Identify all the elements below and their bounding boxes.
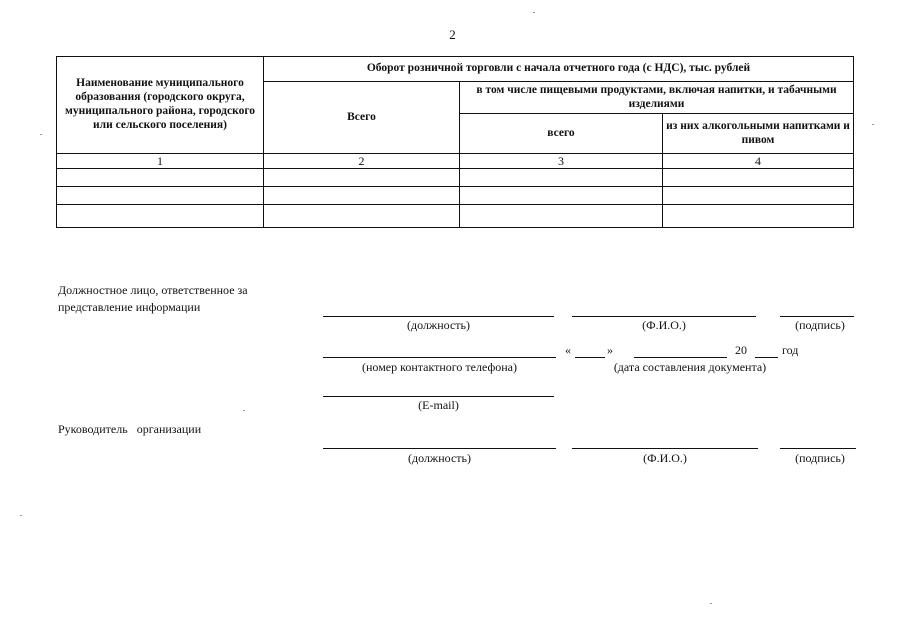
column-number: 2 <box>264 154 460 169</box>
header-food: в том числе пищевыми продуктами, включая напитки, и табачными изделиями <box>460 82 854 114</box>
head-signature-caption: (подпись) <box>795 451 845 465</box>
head-name-line[interactable] <box>572 448 758 449</box>
date-month-line[interactable] <box>634 357 727 358</box>
official-position-line[interactable] <box>323 316 554 317</box>
table-cell[interactable] <box>57 187 264 205</box>
header-municipality: Наименование муниципального образования (городского округа, муниципального района, городского или сельского поселения) <box>57 57 264 154</box>
header-turnover: Оборот розничной торговли с начала отчетного года (с НДС), тыс. рублей <box>264 57 854 82</box>
table-row <box>57 169 854 187</box>
table-cell[interactable] <box>460 169 663 187</box>
column-number: 4 <box>663 154 854 169</box>
official-signature-line[interactable] <box>780 316 854 317</box>
official-name-line[interactable] <box>572 316 756 317</box>
column-numbers-row <box>57 154 854 169</box>
table-cell[interactable] <box>663 187 854 205</box>
table-cell[interactable] <box>663 169 854 187</box>
date-open-quote: « <box>565 343 571 357</box>
column-number: 1 <box>57 154 264 169</box>
header-total: Всего <box>264 82 460 154</box>
scan-speck <box>243 410 245 411</box>
year-prefix: 20 <box>735 343 747 357</box>
scan-speck <box>872 124 874 125</box>
column-number: 3 <box>460 154 663 169</box>
head-name-caption: (Ф.И.О.) <box>643 451 687 465</box>
phone-line[interactable] <box>323 357 556 358</box>
table-cell[interactable] <box>264 205 460 228</box>
head-position-caption: (должность) <box>408 451 471 465</box>
date-close-quote: » <box>607 343 613 357</box>
scan-speck <box>20 515 22 516</box>
head-signature-line[interactable] <box>780 448 856 449</box>
date-day-line[interactable] <box>575 357 605 358</box>
email-line[interactable] <box>323 396 554 397</box>
date-caption: (дата составления документа) <box>613 360 767 374</box>
table-row <box>57 187 854 205</box>
table-cell[interactable] <box>460 187 663 205</box>
year-suffix: год <box>782 343 799 357</box>
header-alcohol: из них алкогольными напитками и пивом <box>663 114 854 154</box>
page-number: 2 <box>449 27 456 42</box>
head-position-line[interactable] <box>323 448 556 449</box>
table-cell[interactable] <box>57 169 264 187</box>
table-cell[interactable] <box>663 205 854 228</box>
official-label: Должностное лицо, ответственное за представление информации <box>58 283 248 314</box>
year-line[interactable] <box>755 357 778 358</box>
scan-speck <box>710 603 712 604</box>
turnover-table <box>56 56 854 228</box>
official-position-caption: (должность) <box>407 318 470 332</box>
table-cell[interactable] <box>57 205 264 228</box>
table-row <box>57 205 854 228</box>
official-name-caption: (Ф.И.О.) <box>642 318 686 332</box>
official-signature-caption: (подпись) <box>795 318 845 332</box>
table-cell[interactable] <box>460 205 663 228</box>
phone-caption: (номер контактного телефона) <box>362 360 517 374</box>
table-cell[interactable] <box>264 169 460 187</box>
scan-speck <box>533 12 535 13</box>
table-cell[interactable] <box>264 187 460 205</box>
scan-speck <box>40 134 42 135</box>
head-label: Руководитель организации <box>58 422 202 436</box>
header-food-total: всего <box>460 114 663 154</box>
email-caption: (E-mail) <box>418 398 459 412</box>
